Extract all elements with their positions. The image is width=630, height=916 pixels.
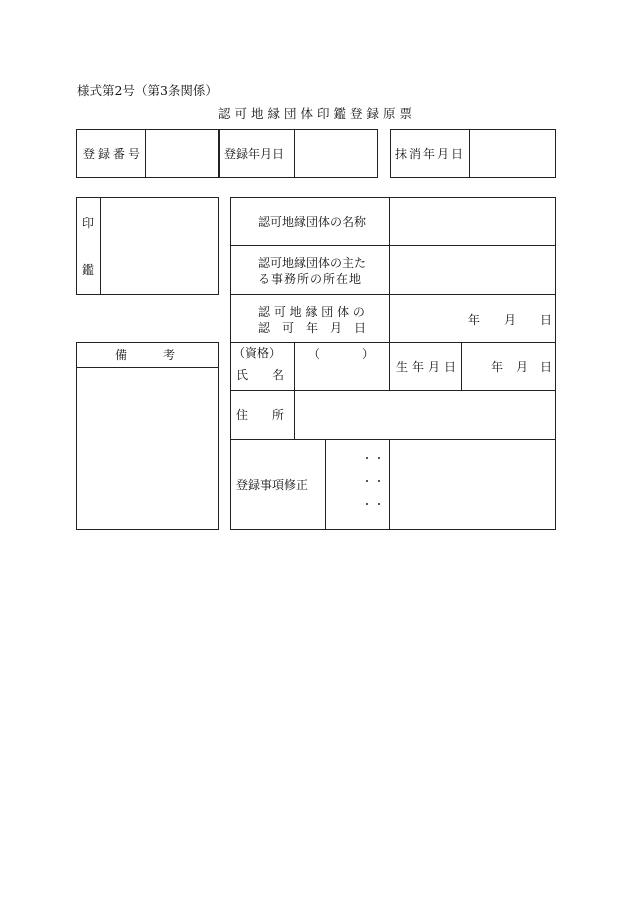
office-address-field[interactable]: [390, 246, 555, 294]
birth-date-month-suffix: 月: [516, 360, 529, 374]
form-reference: 様式第2号（第3条関係）: [77, 83, 218, 98]
auth-date-month-suffix: 月: [504, 313, 517, 327]
remarks-field[interactable]: [77, 368, 218, 529]
cancellation-date-label: 抹消年月日: [395, 147, 466, 161]
amendment-dot: [366, 480, 368, 482]
address-label: 住 所: [236, 408, 285, 422]
birth-date-day-suffix: 日: [540, 360, 553, 374]
amendment-label: 登録事項修正: [236, 478, 309, 492]
authorization-date-label-line1: 認 可 地 縁 団 体 の: [258, 305, 365, 319]
org-name-field[interactable]: [390, 198, 555, 245]
seal-label-char1: 印: [82, 216, 95, 230]
registration-date-field[interactable]: [295, 130, 377, 177]
office-address-label-line2: る事務所の所在地: [258, 272, 363, 286]
birth-date-label: 生年月日: [396, 360, 461, 374]
name-field[interactable]: [295, 343, 389, 390]
page-title: 認可地縁団体印鑑登録原票: [218, 106, 417, 121]
birth-date-year-suffix: 年: [491, 360, 504, 374]
remarks-label: 備 考: [115, 348, 176, 362]
amendment-field[interactable]: [390, 440, 555, 529]
amendment-dot: [366, 503, 368, 505]
registration-number-field[interactable]: [146, 130, 218, 177]
name-label: 氏 名: [236, 368, 285, 382]
registration-date-label: 登録年月日: [224, 147, 285, 161]
org-name-label: 認可地縁団体の名称: [258, 215, 367, 229]
seal-label-char2: 鑑: [82, 263, 95, 277]
amendment-dot: [378, 457, 380, 459]
amendment-dot: [378, 480, 380, 482]
amendment-dot: [378, 503, 380, 505]
auth-date-day-suffix: 日: [540, 313, 553, 327]
office-address-label-line1: 認可地縁団体の主た: [258, 256, 367, 270]
authorization-date-label-line2: 認 可 年 月 日: [258, 321, 367, 335]
amendment-dot: [366, 457, 368, 459]
address-field[interactable]: [295, 391, 555, 439]
seal-impression-area[interactable]: [101, 198, 218, 294]
qualification-paren-open: （: [308, 347, 321, 361]
cancellation-date-field[interactable]: [470, 130, 555, 177]
qualification-label: （資格）: [233, 346, 282, 360]
qualification-paren-close: ）: [362, 347, 375, 361]
auth-date-year-suffix: 年: [468, 313, 481, 327]
registration-number-label: 登録番号: [83, 147, 144, 161]
